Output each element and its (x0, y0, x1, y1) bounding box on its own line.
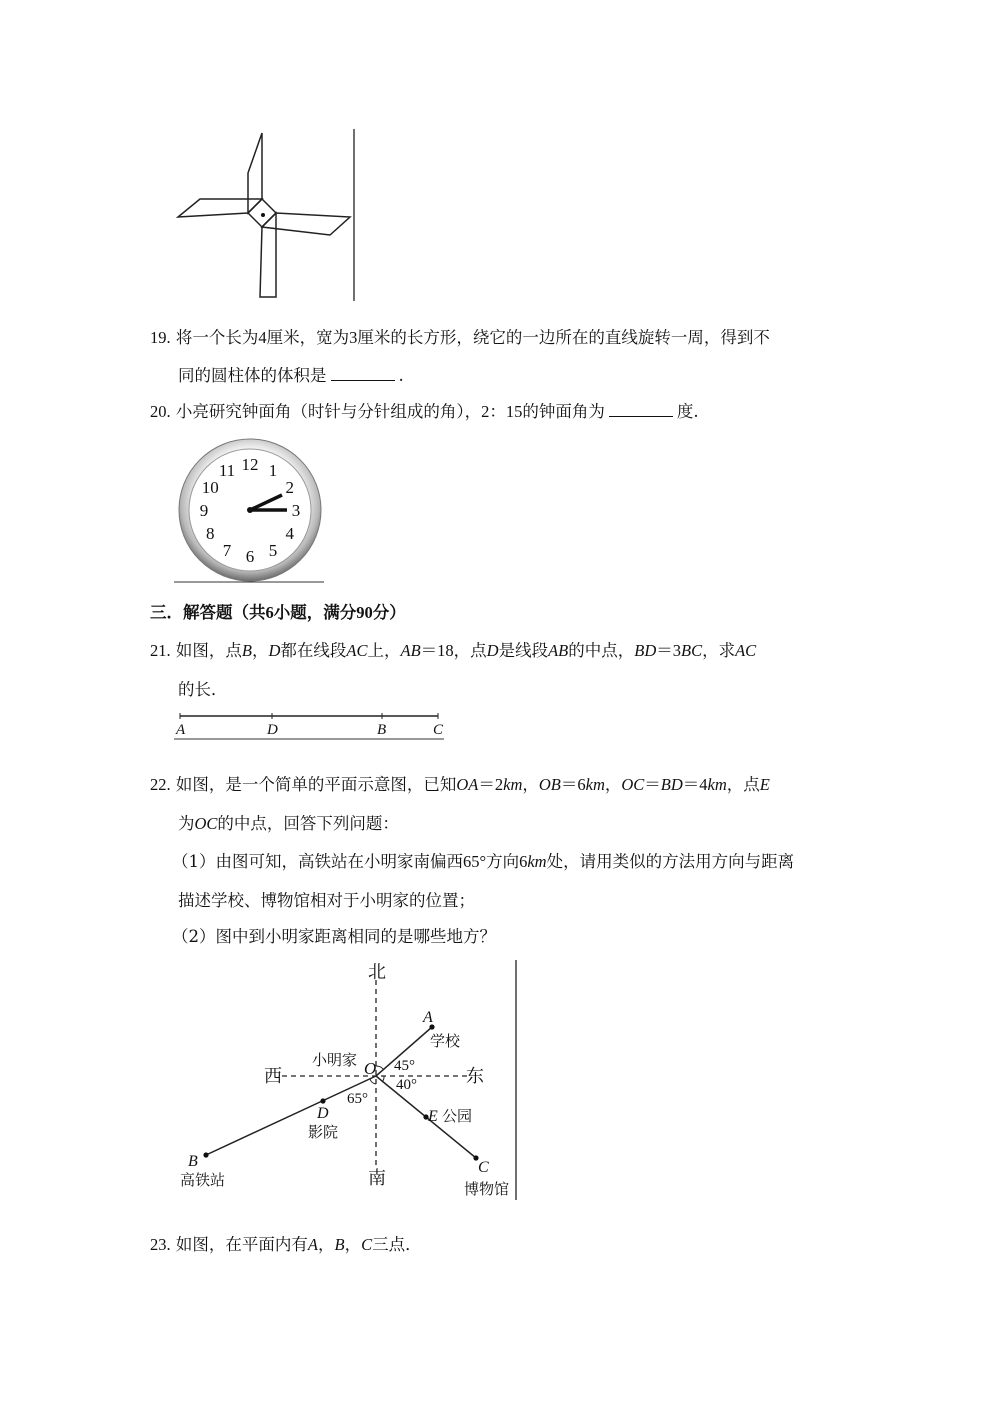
clock-numeral: 9 (199, 501, 209, 520)
clock-numeral: 2 (285, 478, 295, 497)
q22-six: 6 (519, 852, 528, 871)
map-angle40: 40° (396, 1077, 417, 1093)
q22-l2b: 的中点，回答下列问题： (217, 814, 399, 833)
q22-t2: ，点 (726, 775, 760, 794)
q22-e2: ＝6 (560, 775, 586, 794)
pinwheel-figure (170, 125, 360, 305)
q20-text-b: 的钟面角为 (522, 402, 605, 421)
q22-e4: ＝4 (682, 775, 708, 794)
q22-km1: km (503, 775, 523, 794)
section3-heading (150, 602, 406, 624)
section3-score: 90 (356, 603, 373, 622)
map-cinema: 影院 (308, 1125, 339, 1141)
clock-numeral: 4 (285, 524, 295, 543)
q21-eq1: ＝18，点 (420, 641, 487, 660)
section3-heading-a: 三．解答题（共 (150, 603, 266, 622)
q22-part1-line2 (178, 890, 475, 912)
clock-numeral: 1 (268, 461, 278, 481)
q22-p1c: 处，请用类似的方法用方向与距离 (546, 852, 795, 871)
q21-D2: D (486, 641, 499, 660)
q22-p1b: 方向 (486, 852, 520, 871)
map-west: 西 (264, 1066, 282, 1086)
q22-e1: ＝2 (478, 775, 504, 794)
q21-BD: BD (634, 641, 657, 660)
q22-deg: 65° (463, 852, 487, 871)
q23-t2: 三点． (372, 1235, 422, 1254)
q21-AB2: AB (548, 641, 569, 660)
q19-line2 (178, 365, 404, 387)
q20-answer-blank[interactable] (609, 401, 673, 417)
q23-t1: 如图，在平面内有 (175, 1235, 308, 1254)
q22-BD: BD (660, 775, 683, 794)
q23-C: C (361, 1235, 373, 1254)
q22-km4: km (527, 852, 547, 871)
map-B: B (188, 1153, 198, 1170)
q20-unit: 度. (676, 402, 699, 421)
map-north: 北 (368, 962, 386, 982)
q19-number: 19. (150, 328, 171, 347)
map-C: C (478, 1159, 489, 1176)
map-school: 学校 (430, 1034, 461, 1050)
q21-BC: BC (681, 641, 703, 660)
map-station: 高铁站 (180, 1173, 226, 1189)
clock-numeral: 10 (201, 478, 219, 497)
q21-t6: ，求 (702, 641, 736, 660)
q21-AB: AB (400, 641, 421, 660)
map-A: A (423, 1009, 433, 1026)
q19-line1 (150, 327, 770, 349)
q22-OC2: OC (194, 814, 218, 833)
q22-OA: OA (456, 775, 479, 794)
q22-OB: OB (538, 775, 561, 794)
q21-line1 (150, 640, 756, 662)
map-park: 公园 (442, 1109, 473, 1125)
q20-number: 20. (150, 402, 171, 421)
map-figure (170, 958, 526, 1204)
q22-e3: ＝ (644, 775, 661, 794)
q23-A: A (307, 1235, 318, 1254)
q19-answer-blank[interactable] (331, 365, 395, 381)
clock-numeral: 12 (241, 455, 259, 474)
q21-line2-text: 的长． (178, 680, 228, 699)
q22-p1a: （1）由图可知，高铁站在小明家南偏西 (172, 852, 463, 871)
map-E: E (428, 1108, 438, 1125)
q21-D: D (268, 641, 281, 660)
q22-number: 22. (150, 775, 171, 794)
segment-label-C: C (433, 722, 444, 738)
q23-c1: ， (317, 1235, 335, 1254)
q19-text-b: 厘米，宽为 (266, 328, 350, 347)
q20-text-a: 小亮研究钟面角（时针与分针组成的角）， (175, 402, 482, 421)
q23-number: 23. (150, 1235, 171, 1254)
map-D: D (317, 1105, 329, 1122)
q22-km2: km (585, 775, 605, 794)
q21-t3: 上， (367, 641, 401, 660)
q22-part2 (172, 926, 496, 948)
q21-AC2: AC (735, 641, 757, 660)
q22-l2a: 为 (178, 814, 195, 833)
q22-OC: OC (621, 775, 645, 794)
q22-E: E (759, 775, 770, 794)
map-east: 东 (466, 1066, 484, 1086)
clock-numeral: 8 (205, 524, 215, 543)
q21-B: B (241, 641, 252, 660)
q22-km3: km (707, 775, 727, 794)
q23-B: B (334, 1235, 345, 1254)
segment-label-A: A (176, 722, 186, 738)
map-angle45: 45° (394, 1058, 415, 1074)
segment-label-D: D (267, 722, 278, 738)
q22-p1d: 描述学校、博物馆相对于小明家的位置； (178, 891, 475, 910)
q21-t4: 是线段 (498, 641, 549, 660)
section3-heading-b: 小题，满分 (273, 603, 357, 622)
q21-line2 (178, 679, 228, 701)
q20-time: 2：15 (481, 402, 523, 421)
clock-figure (172, 438, 328, 584)
q23-line (150, 1234, 422, 1256)
q19-line2-text: 同的圆柱体的体积是 (178, 366, 327, 385)
q22-p2: （2）图中到小明家距离相同的是哪些地方？ (172, 927, 496, 946)
q19-text-c: 厘米的长方形，绕它的一边所在的直线旋转一周，得到不 (357, 328, 770, 347)
q19-length: 4 (258, 328, 267, 347)
map-home: 小明家 (312, 1053, 358, 1069)
q21-eq2: ＝3 (656, 641, 681, 660)
q22-part1-line1 (172, 851, 794, 873)
q21-AC: AC (346, 641, 368, 660)
q22-c2: ， (604, 775, 622, 794)
segment-label-B: B (377, 722, 387, 738)
q21-t2: 都在线段 (280, 641, 347, 660)
q22-c1: ， (522, 775, 539, 794)
q22-t1: 如图，是一个简单的平面示意图，已知 (175, 775, 457, 794)
map-O: O (364, 1059, 377, 1078)
q19-text-a: 将一个长为 (175, 328, 259, 347)
q21-t1: 如图，点 (175, 641, 242, 660)
map-south: 南 (368, 1168, 386, 1188)
segment-figure (172, 710, 448, 742)
clock-numeral: 5 (268, 540, 278, 560)
clock-numeral: 6 (245, 547, 255, 566)
map-angle65: 65° (347, 1091, 368, 1107)
q23-c2: ， (344, 1235, 362, 1254)
section3-count: 6 (265, 603, 274, 622)
q22-line1 (150, 774, 770, 796)
clock-numeral: 3 (291, 501, 301, 520)
clock-numeral: 11 (218, 461, 236, 481)
q19-width: 3 (349, 328, 358, 347)
section3-heading-c: 分） (372, 603, 406, 622)
q22-line2 (178, 813, 399, 835)
clock-numeral: 7 (222, 540, 232, 560)
map-museum: 博物馆 (464, 1182, 510, 1198)
q20-line (150, 401, 699, 423)
q19-end: . (398, 366, 404, 385)
q21-number: 21. (150, 641, 171, 660)
q21-c1: ， (251, 641, 269, 660)
q21-t5: 的中点， (568, 641, 635, 660)
